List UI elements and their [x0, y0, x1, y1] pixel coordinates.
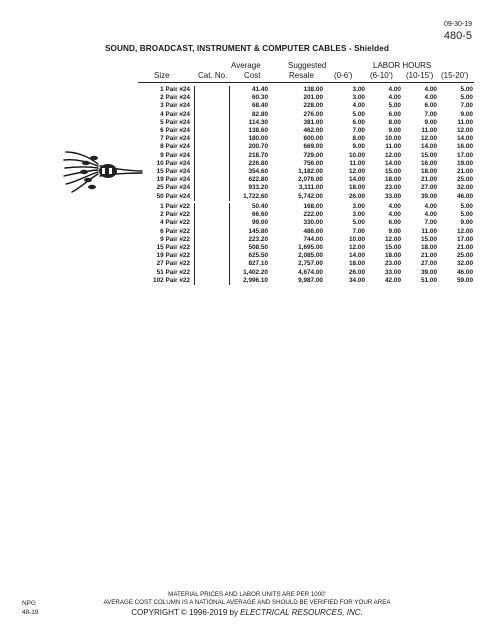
resale-cell: 201.00 — [303, 94, 323, 102]
table-row — [138, 94, 473, 102]
table-row — [138, 160, 473, 168]
cable-table-22awg — [138, 203, 474, 285]
l3-cell: 15.00 — [421, 235, 437, 243]
l2-cell: 33.00 — [385, 268, 401, 276]
cost-cell: 41.40 — [252, 86, 268, 93]
cat-no-cell — [195, 168, 230, 176]
cost-cell: 1,722.60 — [243, 192, 268, 200]
resale-cell: 1,695.00 — [298, 244, 323, 252]
l4-cell: 16.00 — [457, 143, 473, 151]
cat-no-cell — [195, 269, 230, 277]
l3-cell: 14.00 — [421, 143, 437, 151]
cat-no-cell — [195, 102, 230, 110]
l3-cell: 4.00 — [424, 86, 437, 93]
table-row — [138, 184, 473, 192]
table-row — [138, 211, 473, 219]
table-row — [138, 236, 473, 244]
size-cell: 8 Pair #24 — [138, 143, 195, 151]
l3-cell: 21.00 — [421, 252, 437, 260]
resale-header: Resale — [289, 71, 314, 80]
resale-cell: 486.00 — [303, 227, 323, 235]
resale-cell: 9,987.00 — [298, 276, 323, 284]
resale-cell: 330.00 — [303, 219, 323, 227]
cost-cell: 218.70 — [248, 151, 268, 159]
l4-cell: 46.00 — [457, 192, 473, 200]
table-row — [138, 143, 473, 151]
cost-cell: 200.70 — [248, 143, 268, 151]
date-stamp: 09-30-19 — [443, 21, 472, 28]
l4-cell: 32.00 — [457, 184, 473, 192]
l3-cell: 15.00 — [421, 151, 437, 159]
l4-cell: 7.00 — [460, 102, 473, 110]
resale-cell: 2,085.00 — [298, 252, 323, 260]
resale-cell: 228.00 — [303, 102, 323, 110]
cable-table-24awg — [138, 86, 474, 201]
cost-cell: 138.60 — [248, 127, 268, 135]
labor-6-10-header: (6-10') — [370, 71, 393, 80]
size-cell: 27 Pair #22 — [138, 260, 195, 268]
resale-cell: 2,757.00 — [298, 260, 323, 268]
footer-note-average: AVERAGE COST COLUMN IS A NATIONAL AVERAGE AND SHOULD BE VERIFIED FOR YOUR AREA — [103, 599, 391, 606]
l2-cell: 12.00 — [385, 151, 401, 159]
cost-cell: 145.80 — [248, 227, 268, 235]
l3-cell: 4.00 — [424, 94, 437, 102]
l1-cell: 18.00 — [349, 184, 365, 192]
copyright — [0, 608, 494, 617]
l2-cell: 4.00 — [388, 203, 401, 210]
resale-cell: 744.00 — [303, 235, 323, 243]
l4-cell: 25.00 — [457, 176, 473, 184]
l4-cell: 32.00 — [457, 260, 473, 268]
table-row — [138, 193, 473, 201]
cost-cell: 354.60 — [248, 168, 268, 176]
cost-cell: 66.60 — [252, 211, 268, 219]
l2-cell: 6.00 — [388, 110, 401, 118]
size-cell: 15 Pair #22 — [138, 244, 195, 252]
cost-cell: 625.50 — [248, 252, 268, 260]
l2-cell: 15.00 — [385, 168, 401, 176]
l3-cell: 39.00 — [421, 192, 437, 200]
resale-cell: 222.00 — [303, 211, 323, 219]
l2-cell: 6.00 — [388, 219, 401, 227]
l3-cell: 9.00 — [424, 118, 437, 126]
resale-cell: 138.00 — [303, 86, 323, 93]
l4-cell: 46.00 — [457, 268, 473, 276]
l1-cell: 12.00 — [349, 168, 365, 176]
cat-no-cell — [195, 203, 230, 211]
cost-cell: 933.20 — [248, 184, 268, 192]
cost-cell: 827.10 — [248, 260, 268, 268]
labor-0-6-header: (0-6') — [334, 71, 353, 80]
table-row — [138, 203, 473, 211]
l1-cell: 26.00 — [349, 268, 365, 276]
l1-cell: 8.00 — [352, 135, 365, 143]
labor-hours-header: LABOR HOURS — [373, 61, 432, 70]
l1-cell: 5.00 — [352, 219, 365, 227]
l1-cell: 14.00 — [349, 252, 365, 260]
table-row — [138, 127, 473, 135]
l3-cell: 21.00 — [421, 176, 437, 184]
size-cell: 1 Pair #24 — [138, 86, 195, 94]
cost-cell: 180.00 — [248, 135, 268, 143]
cost-cell: 99.00 — [252, 219, 268, 227]
resale-cell: 669.00 — [303, 143, 323, 151]
l2-cell: 9.00 — [388, 227, 401, 235]
l2-cell: 11.00 — [385, 143, 401, 151]
cost-cell: 60.30 — [252, 94, 268, 102]
labor-15-20-header: (15-20') — [441, 71, 469, 80]
l4-cell: 12.00 — [457, 127, 473, 135]
labor-10-15-header: (10-15') — [406, 71, 434, 80]
l4-cell: 9.00 — [460, 219, 473, 227]
l3-cell: 16.00 — [421, 159, 437, 167]
resale-cell: 1,182.00 — [298, 168, 323, 176]
size-cell: 19 Pair #24 — [138, 176, 195, 184]
table-row — [138, 228, 473, 236]
l1-cell: 3.00 — [352, 94, 365, 102]
l1-cell: 12.00 — [349, 244, 365, 252]
cat-no-cell — [195, 127, 230, 135]
table-row — [138, 252, 473, 260]
l2-cell: 4.00 — [388, 86, 401, 93]
table-row — [138, 152, 473, 160]
l4-cell: 9.00 — [460, 110, 473, 118]
l4-cell: 17.00 — [457, 151, 473, 159]
size-cell: 2 Pair #24 — [138, 94, 195, 102]
resale-cell: 2,076.00 — [298, 176, 323, 184]
cat-no-cell — [195, 94, 230, 102]
copyright-company: ELECTRICAL RESOURCES, INC. — [240, 608, 363, 617]
footer-page-code: 48-19 — [22, 609, 39, 616]
size-cell: 19 Pair #22 — [138, 252, 195, 260]
cat-no-cell — [195, 228, 230, 236]
cost-cell: 508.50 — [248, 244, 268, 252]
table-row — [138, 277, 473, 285]
l2-cell: 42.00 — [385, 276, 401, 284]
l1-cell: 7.00 — [352, 227, 365, 235]
size-cell: 10 Pair #24 — [138, 160, 195, 168]
cat-no-cell — [195, 119, 230, 127]
cat-no-header: Cat. No. — [198, 71, 228, 80]
cost-cell: 622.80 — [248, 176, 268, 184]
l4-cell: 5.00 — [460, 94, 473, 102]
size-cell: 102 Pair #22 — [138, 277, 195, 285]
table-row — [138, 244, 473, 252]
l4-cell: 12.00 — [457, 227, 473, 235]
l3-cell: 51.00 — [421, 276, 437, 284]
l2-cell: 33.00 — [385, 192, 401, 200]
l4-cell: 21.00 — [457, 168, 473, 176]
cat-no-cell — [195, 211, 230, 219]
cat-no-cell — [195, 193, 230, 201]
cost-header: Cost — [244, 71, 261, 80]
l4-cell: 14.00 — [457, 135, 473, 143]
l2-cell: 8.00 — [388, 118, 401, 126]
l2-cell: 23.00 — [385, 260, 401, 268]
l4-cell: 59.00 — [457, 276, 473, 284]
size-cell: 6 Pair #22 — [138, 228, 195, 236]
table-row — [138, 168, 473, 176]
l3-cell: 27.00 — [421, 184, 437, 192]
l1-cell: 6.00 — [352, 118, 365, 126]
cost-cell: 223.20 — [248, 235, 268, 243]
l4-cell: 25.00 — [457, 252, 473, 260]
cost-cell: 2,996.10 — [243, 276, 268, 284]
table-row — [138, 135, 473, 143]
size-cell: 4 Pair #22 — [138, 219, 195, 227]
l2-cell: 18.00 — [385, 252, 401, 260]
cost-cell: 226.80 — [248, 159, 268, 167]
l1-cell: 4.00 — [352, 102, 365, 110]
l3-cell: 4.00 — [424, 203, 437, 210]
l3-cell: 39.00 — [421, 268, 437, 276]
size-cell: 3 Pair #24 — [138, 102, 195, 110]
l1-cell: 11.00 — [349, 159, 365, 167]
cat-no-cell — [195, 184, 230, 192]
resale-cell: 5,742.00 — [298, 192, 323, 200]
l1-cell: 34.00 — [349, 276, 365, 284]
l1-cell: 9.00 — [352, 143, 365, 151]
page-title: SOUND, BROADCAST, INSTRUMENT & COMPUTER CABLES - Shielded — [104, 44, 390, 53]
l2-cell: 10.00 — [385, 135, 401, 143]
l3-cell: 11.00 — [421, 227, 437, 235]
size-header: Size — [154, 71, 170, 80]
l3-cell: 7.00 — [424, 219, 437, 227]
l4-cell: 5.00 — [460, 203, 473, 210]
table-row — [138, 176, 473, 184]
l1-cell: 3.00 — [352, 86, 365, 93]
l2-cell: 4.00 — [388, 211, 401, 219]
l2-cell: 4.00 — [388, 94, 401, 102]
l2-cell: 23.00 — [385, 184, 401, 192]
cat-no-cell — [195, 160, 230, 168]
suggested-header: Suggested — [288, 61, 327, 70]
l2-cell: 5.00 — [388, 102, 401, 110]
l3-cell: 12.00 — [421, 135, 437, 143]
size-cell: 51 Pair #22 — [138, 269, 195, 277]
l3-cell: 18.00 — [421, 168, 437, 176]
l2-cell: 12.00 — [385, 235, 401, 243]
l2-cell: 14.00 — [385, 159, 401, 167]
size-cell: 2 Pair #22 — [138, 211, 195, 219]
l3-cell: 4.00 — [424, 211, 437, 219]
size-cell: 6 Pair #24 — [138, 127, 195, 135]
l1-cell: 26.00 — [349, 192, 365, 200]
l1-cell: 3.00 — [352, 211, 365, 219]
cat-no-cell — [195, 86, 230, 94]
l2-cell: 15.00 — [385, 244, 401, 252]
size-cell: 50 Pair #24 — [138, 193, 195, 201]
cat-no-cell — [195, 111, 230, 119]
table-row — [138, 119, 473, 127]
l4-cell: 17.00 — [457, 235, 473, 243]
footer-note-units: MATERIAL PRICES AND LABOR UNITS ARE PER 1000' — [168, 591, 326, 598]
size-cell: 5 Pair #24 — [138, 119, 195, 127]
cat-no-cell — [195, 236, 230, 244]
cost-cell: 1,402.20 — [243, 268, 268, 276]
resale-cell: 168.00 — [303, 203, 323, 210]
l4-cell: 21.00 — [457, 244, 473, 252]
cat-no-cell — [195, 152, 230, 160]
l4-cell: 5.00 — [460, 211, 473, 219]
resale-cell: 276.00 — [303, 110, 323, 118]
resale-cell: 756.00 — [303, 159, 323, 167]
l1-cell: 10.00 — [349, 151, 365, 159]
cat-no-cell — [195, 277, 230, 285]
l1-cell: 5.00 — [352, 110, 365, 118]
l4-cell: 5.00 — [460, 86, 473, 93]
size-cell: 1 Pair #22 — [138, 203, 195, 211]
table-row — [138, 269, 473, 277]
publisher-code: NPG — [22, 600, 36, 607]
average-header: Average — [231, 61, 261, 70]
l2-cell: 9.00 — [388, 127, 401, 135]
cat-no-cell — [195, 252, 230, 260]
resale-cell: 729.00 — [303, 151, 323, 159]
l1-cell: 18.00 — [349, 260, 365, 268]
resale-cell: 4,674.00 — [298, 268, 323, 276]
size-cell: 4 Pair #24 — [138, 111, 195, 119]
cat-no-cell — [195, 135, 230, 143]
table-row — [138, 102, 473, 110]
size-cell: 9 Pair #22 — [138, 236, 195, 244]
cat-no-cell — [195, 219, 230, 227]
resale-cell: 600.00 — [303, 135, 323, 143]
table-row — [138, 260, 473, 268]
cost-cell: 82.80 — [252, 110, 268, 118]
l1-cell: 3.00 — [352, 203, 365, 210]
cat-no-cell — [195, 143, 230, 151]
l3-cell: 27.00 — [421, 260, 437, 268]
cost-cell: 50.40 — [252, 203, 268, 210]
cost-cell: 68.40 — [252, 102, 268, 110]
table-row — [138, 111, 473, 119]
cat-no-cell — [195, 176, 230, 184]
l3-cell: 6.00 — [424, 102, 437, 110]
l3-cell: 11.00 — [421, 127, 437, 135]
size-cell: 25 Pair #24 — [138, 184, 195, 192]
l3-cell: 18.00 — [421, 244, 437, 252]
page-number: 480-5 — [443, 30, 472, 42]
size-cell: 15 Pair #24 — [138, 168, 195, 176]
copyright-prefix: COPYRIGHT © 1996-2019 by — [131, 608, 241, 617]
l1-cell: 14.00 — [349, 176, 365, 184]
size-cell: 7 Pair #24 — [138, 135, 195, 143]
table-row — [138, 86, 473, 94]
l1-cell: 10.00 — [349, 235, 365, 243]
l3-cell: 7.00 — [424, 110, 437, 118]
table-row — [138, 219, 473, 227]
resale-cell: 381.00 — [303, 118, 323, 126]
header-rule — [138, 82, 474, 83]
l4-cell: 19.00 — [457, 159, 473, 167]
l1-cell: 7.00 — [352, 127, 365, 135]
cat-no-cell — [195, 260, 230, 268]
l4-cell: 11.00 — [457, 118, 473, 126]
resale-cell: 3,111.00 — [298, 184, 323, 192]
size-cell: 9 Pair #24 — [138, 152, 195, 160]
resale-cell: 462.00 — [303, 127, 323, 135]
cat-no-cell — [195, 244, 230, 252]
l2-cell: 18.00 — [385, 176, 401, 184]
cost-cell: 114.30 — [248, 118, 268, 126]
multi-pair-cable-icon — [62, 146, 144, 196]
